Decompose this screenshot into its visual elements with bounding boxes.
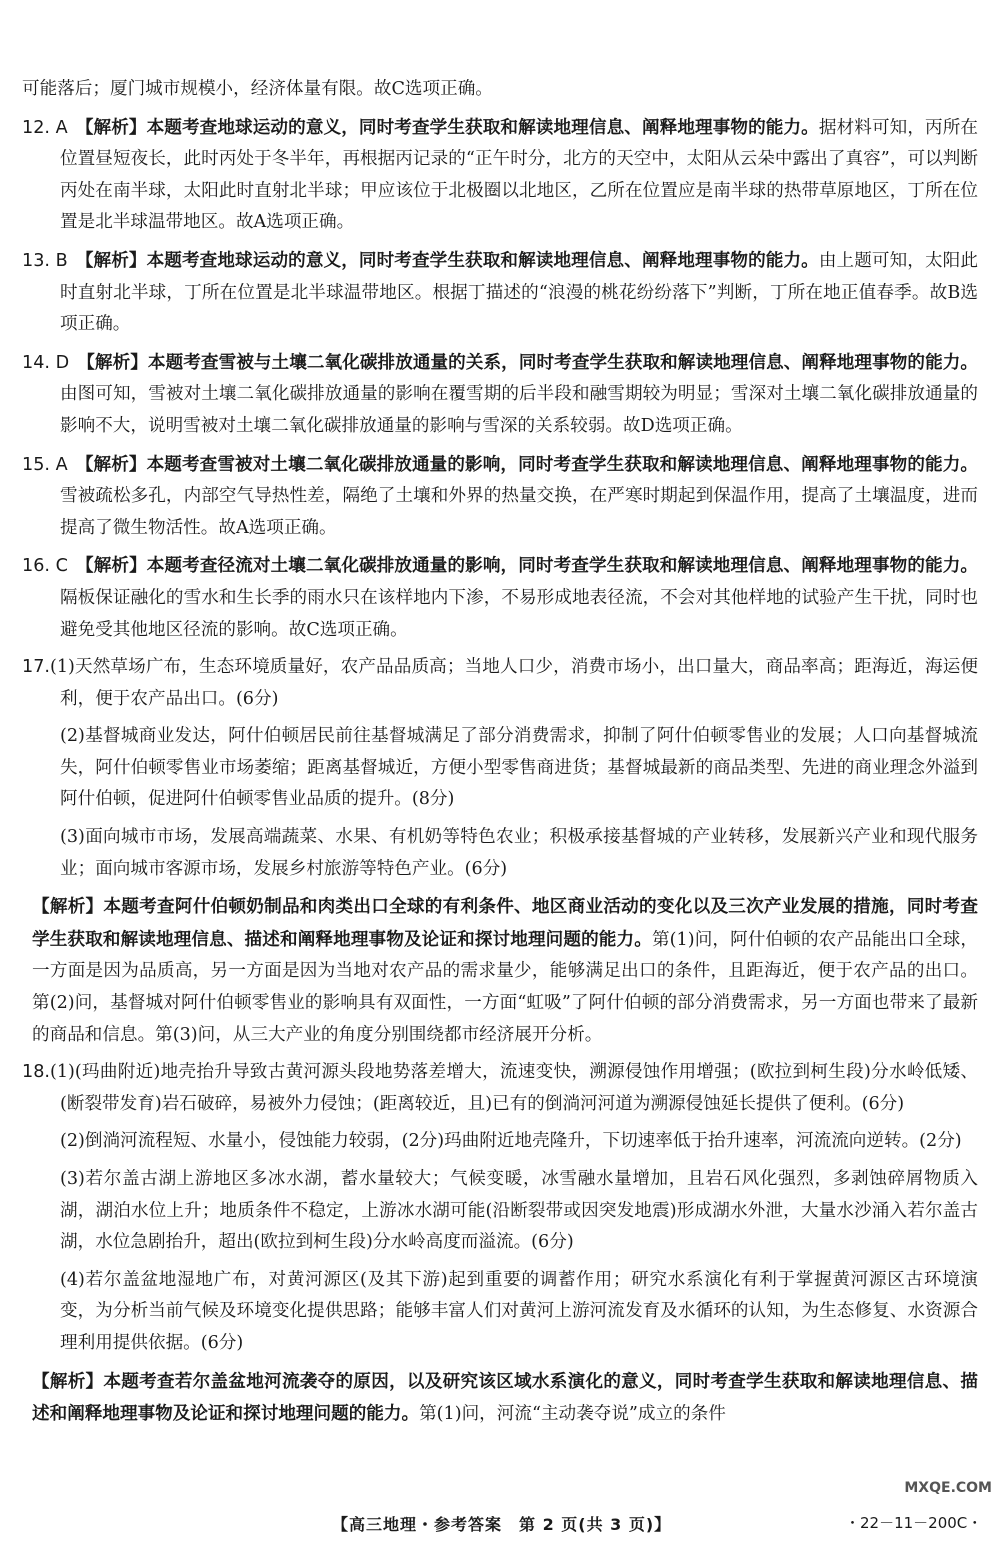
analysis-body: 由图可知，雪被对土壤二氧化碳排放通量的影响在覆雪期的后半段和融雪期较为明显；雪深对土壤二氧化碳排放通量的影响不大，说明雪被对土壤二氧化碳排放通量的影响与雪深的关系较弱。故D选项正确。 (60, 384, 978, 436)
footer-page-info: 【高三地理・参考答案 第 2 页(共 3 页)】 (332, 1515, 672, 1534)
answer-item-15 (22, 449, 978, 545)
item-number: 13. B (22, 250, 68, 271)
answer-item-16 (22, 550, 978, 646)
analysis-lead: 本题考查雪被与土壤二氧化碳排放通量的关系，同时考查学生获取和解读地理信息、阐释地理事物的能力。 (147, 351, 978, 373)
page-footer (0, 1510, 1000, 1540)
item-number: 18. (22, 1062, 50, 1083)
analysis-body: 由上题可知，太阳此时直射北半球，丁所在位置是北半球温带地区。根据丁描述的“浪漫的桃花纷纷落下”判断，丁所在地正值春季。故B选项正确。 (60, 250, 978, 335)
analysis-body: 第(1)问，阿什伯顿的农产品能出口全球，一方面是因为品质高，另一方面是因为当地对农产品的需求量少，能够满足出口的条件，且距海近，便于农产品的出口。第(2)问，基督城对阿什伯顿零售业的影响具有双面性，一方面“虹吸”了阿什伯顿的部分消费需求，另一方面也带来了最新的商品和信息。第(3)问，从三大产业的角度分别围绕都市经济展开分析。 (32, 929, 978, 1045)
answer-item-14 (22, 347, 978, 443)
item-number: 16. C (22, 556, 68, 577)
analysis-lead: 本题考查地球运动的意义，同时考查学生获取和解读地理信息、阐释地理事物的能力。 (146, 249, 819, 271)
analysis-body: 第(1)问，河流“主动袭夺说”成立的条件 (419, 1404, 726, 1425)
item-number: 17. (22, 657, 50, 678)
analysis-lead: 本题考查径流对土壤二氧化碳排放通量的影响，同时考查学生获取和解读地理信息、阐释地理事物的能力。 (146, 555, 978, 577)
answer-text: (1)天然草场广布，生态环境质量好，农产品品质高；当地人口少，消费市场小，出口量大，商品率高；距海近，海运便利，便于农产品出口。(6分) (49, 657, 978, 709)
item-number: 12. A (22, 117, 68, 138)
answer-item-17-part-1 (22, 652, 978, 715)
answer-item-17-part-3: (3)面向城市市场，发展高端蔬菜、水果、有机奶等特色农业；积极承接基督城的产业转移，发展新兴产业和现代服务业；面向城市客源市场，发展乡村旅游等特色产业。(6分) (60, 827, 978, 879)
answer-content (22, 74, 978, 1437)
item-number: 15. A (22, 454, 68, 475)
item-number: 14. D (22, 352, 70, 373)
answer-item-18-part-3: (3)若尔盖古湖上游地区多冰水湖，蓄水量较大；气候变暖，冰雪融水量增加，且岩石风化强烈，多剥蚀碎屑物质入湖，湖泊水位上升；地质条件不稳定，上游冰水湖可能(沿断裂带或因突发地震)形成湖水外泄，大量水沙涌入若尔盖古湖，水位急剧抬升，超出(欧拉到柯生段)分水岭高度而溢流。(6分) (60, 1169, 978, 1253)
answer-item-13 (22, 245, 978, 341)
analysis-body: 隔板保证融化的雪水和生长季的雨水只在该样地内下渗，不易形成地表径流，不会对其他样地的试验产生干扰，同时也避免受其他地区径流的影响。故C选项正确。 (60, 587, 978, 640)
analysis-lead: 本题考查地球运动的意义，同时考查学生获取和解读地理信息、阐释地理事物的能力。 (146, 116, 819, 138)
answer-item-17-part-2: (2)基督城商业发达，阿什伯顿居民前往基督城满足了部分消费需求，抑制了阿什伯顿零售业的发展；人口向基督城流失，阿什伯顿零售业市场萎缩；距离基督城近，方便小型零售商进货；基督城最新的商品类型、先进的商业理念外溢到阿什伯顿，促进阿什伯顿零售业品质的提升。(8分) (60, 726, 978, 810)
analysis-tag: 【解析】 (75, 453, 147, 475)
footer-code: ・22－11－200C・ (845, 1514, 983, 1532)
answer-item-18-part-2: (2)倒淌河流程短、水量小，侵蚀能力较弱，(2分)玛曲附近地壳隆升，下切速率低于抬升速率，河流流向逆转。(2分) (60, 1131, 962, 1152)
analysis-tag: 【解析】 (77, 351, 148, 373)
answer-item-18-part-4: (4)若尔盖盆地湿地广布，对黄河源区(及其下游)起到重要的调蓄作用；研究水系演化有利于掌握黄河源区古环境演变，为分析当前气候及环境变化提供思路；能够丰富人们对黄河上游河流发育及水循环的认知，为生态修复、水资源合理利用提供依据。(6分) (60, 1269, 978, 1353)
analysis-tag: 【解析】 (75, 116, 147, 138)
analysis-lead: 本题考查雪被对土壤二氧化碳排放通量的影响，同时考查学生获取和解读地理信息、阐释地理事物的能力。 (146, 453, 978, 475)
q11-tail: 可能落后；厦门城市规模小，经济体量有限。故C选项正确。 (22, 79, 493, 99)
analysis-lead: 本题考查阿什伯顿奶制品和肉类出口全球的有利条件、地区商业活动的变化以及三次产业发展的措施，同时考查学生获取和解读地理信息、描述和阐释地理事物及论证和探讨地理问题的能力。 (32, 896, 978, 950)
answer-item-12 (22, 112, 978, 239)
answer-text: (1)(玛曲附近)地壳抬升导致古黄河源头段地势落差增大，流速变快，溯源侵蚀作用增强；(欧拉到柯生段)分水岭低矮、(断裂带发育)岩石破碎，易被外力侵蚀；(距离较近，且)已有的倒淌河河道为溯源侵蚀延长提供了便利。(6分) (49, 1062, 978, 1114)
answer-item-18-analysis (22, 1366, 978, 1431)
analysis-body: 据材料可知，丙所在位置昼短夜长，此时丙处于冬半年，再根据丙记录的“正午时分，北方的天空中，太阳从云朵中露出了真容”，可以判断丙处在南半球，太阳此时直射北半球；甲应该位于北极圈以北地区，乙所在位置应是南半球的热带草原地区，丁所在位置是北半球温带地区。故A选项正确。 (60, 117, 978, 233)
analysis-tag: 【解析】 (32, 1370, 104, 1392)
site-watermark: MXQE.COM (904, 1480, 992, 1496)
analysis-tag: 【解析】 (32, 896, 104, 918)
analysis-tag: 【解析】 (75, 249, 147, 271)
analysis-tag: 【解析】 (75, 555, 147, 577)
answer-item-18-part-1 (22, 1057, 978, 1120)
analysis-body: 雪被疏松多孔，内部空气导热性差，隔绝了土壤和外界的热量交换，在严寒时期起到保温作用，提高了土壤温度，进而提高了微生物活性。故A选项正确。 (60, 486, 978, 538)
answer-item-17-analysis (22, 891, 978, 1051)
analysis-lead: 本题考查若尔盖盆地河流袭夺的原因，以及研究该区域水系演化的意义，同时考查学生获取和解读地理信息、描述和阐释地理事物及论证和探讨地理问题的能力。 (32, 1370, 978, 1425)
